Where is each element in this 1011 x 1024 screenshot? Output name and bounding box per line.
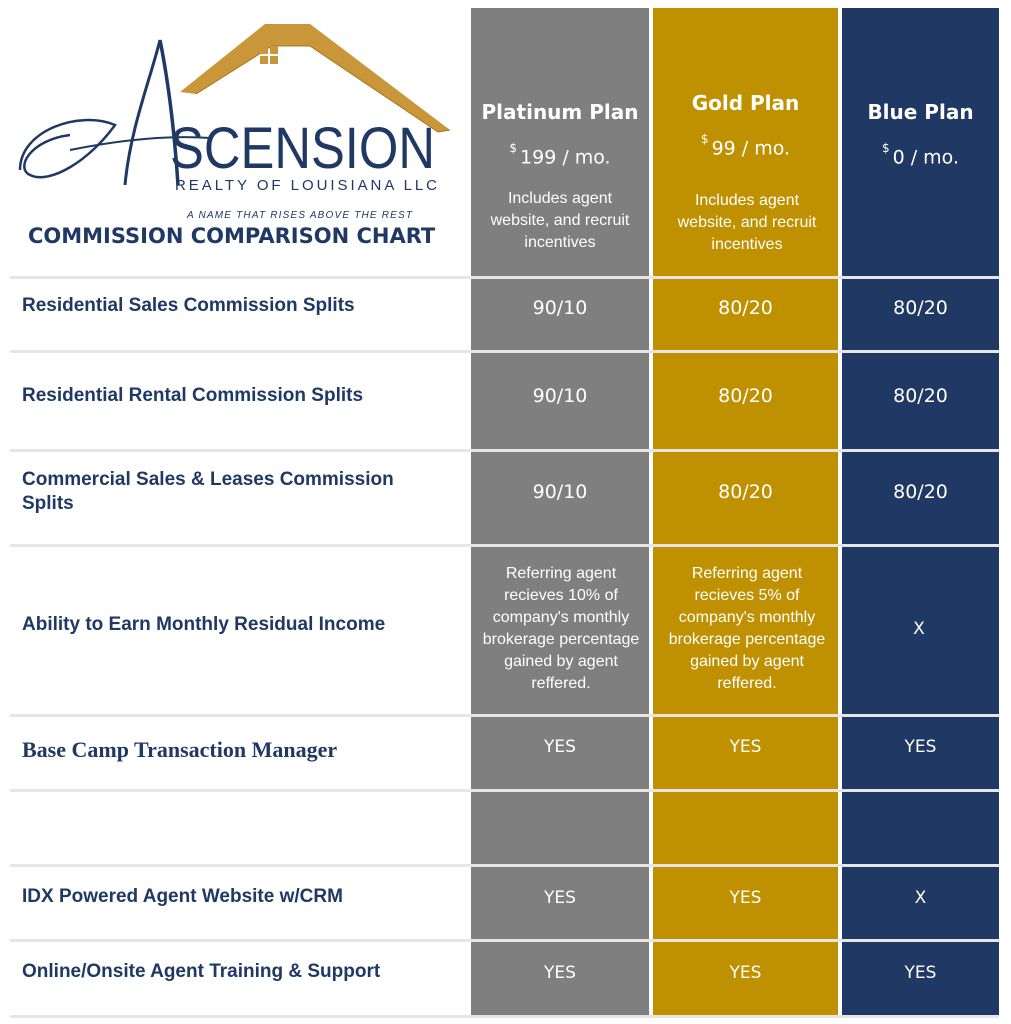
platinum-plan-description: Includes agent website, and recruit incentives <box>490 190 630 251</box>
logo-tagline: A NAME THAT RISES ABOVE THE REST <box>187 210 412 221</box>
platinum-plan-name: Platinum Plan <box>481 100 639 124</box>
row-label-empty <box>22 792 462 864</box>
cell-blue-residual-income: X <box>913 619 925 639</box>
cell-platinum-empty <box>471 792 649 864</box>
logo-subtitle: REALTY OF LOUISIANA LLC <box>175 177 437 194</box>
ascension-logo <box>10 10 460 225</box>
cell-gold-residential-rental: 80/20 <box>718 385 773 407</box>
platinum-plan-price: $ 199 / mo. <box>509 141 611 169</box>
cell-gold-base-camp: YES <box>729 737 762 757</box>
cell-blue-agent-training: YES <box>904 963 937 983</box>
cell-gold-agent-training: YES <box>729 963 762 983</box>
cell-blue-empty <box>842 792 999 864</box>
row-label-residential-rental: Residential Rental Commission Splits <box>22 385 364 406</box>
row-divider <box>10 1015 999 1018</box>
blue-plan-price: $ 0 / mo. <box>881 141 960 169</box>
cell-gold-empty <box>653 792 838 864</box>
gold-plan-name: Gold Plan <box>691 91 800 115</box>
cell-blue-commercial-sales: 80/20 <box>893 481 948 503</box>
gold-plan-price: $ 99 / mo. <box>700 132 791 160</box>
cell-blue-residential-rental: 80/20 <box>893 385 948 407</box>
cell-platinum-base-camp: YES <box>544 737 576 757</box>
cell-platinum-residential-sales: 90/10 <box>532 297 588 319</box>
row-label-commercial-sales: Commercial Sales & Leases Commission Splits <box>22 469 394 514</box>
cell-blue-residential-sales: 80/20 <box>893 297 948 319</box>
row-label-agent-training: Online/Onsite Agent Training & Support <box>22 961 381 982</box>
logo-wordmark: SCENSION <box>170 116 435 181</box>
cell-blue-idx-website: X <box>914 888 927 908</box>
row-label-residential-sales: Residential Sales Commission Splits <box>22 295 355 316</box>
cell-platinum-residential-rental: 90/10 <box>532 385 588 407</box>
cell-platinum-commercial-sales: 90/10 <box>532 481 588 503</box>
row-label-idx-website: IDX Powered Agent Website w/CRM <box>22 886 343 907</box>
row-label-residual-income: Ability to Earn Monthly Residual Income <box>22 613 386 635</box>
cell-gold-residential-sales: 80/20 <box>718 297 773 319</box>
cell-gold-commercial-sales: 80/20 <box>718 481 773 503</box>
cell-gold-residual-income: Referring agent recieves 5% of company's monthly brokerage percentage gained by agent reffered. <box>668 565 826 692</box>
cell-blue-base-camp: YES <box>904 737 937 757</box>
chart-title: COMMISSION COMPARISON CHART <box>28 224 436 248</box>
cell-platinum-agent-training: YES <box>544 963 576 983</box>
row-label-base-camp: Base Camp Transaction Manager <box>22 737 338 762</box>
cell-platinum-residual-income: Referring agent recieves 10% of company's monthly brokerage percentage gained by agent reffered. <box>482 565 640 692</box>
gold-plan-description: Includes agent website, and recruit incentives <box>677 192 817 253</box>
cell-gold-idx-website: YES <box>729 888 762 908</box>
blue-plan-name: Blue Plan <box>867 100 974 124</box>
cell-platinum-idx-website: YES <box>544 888 576 908</box>
